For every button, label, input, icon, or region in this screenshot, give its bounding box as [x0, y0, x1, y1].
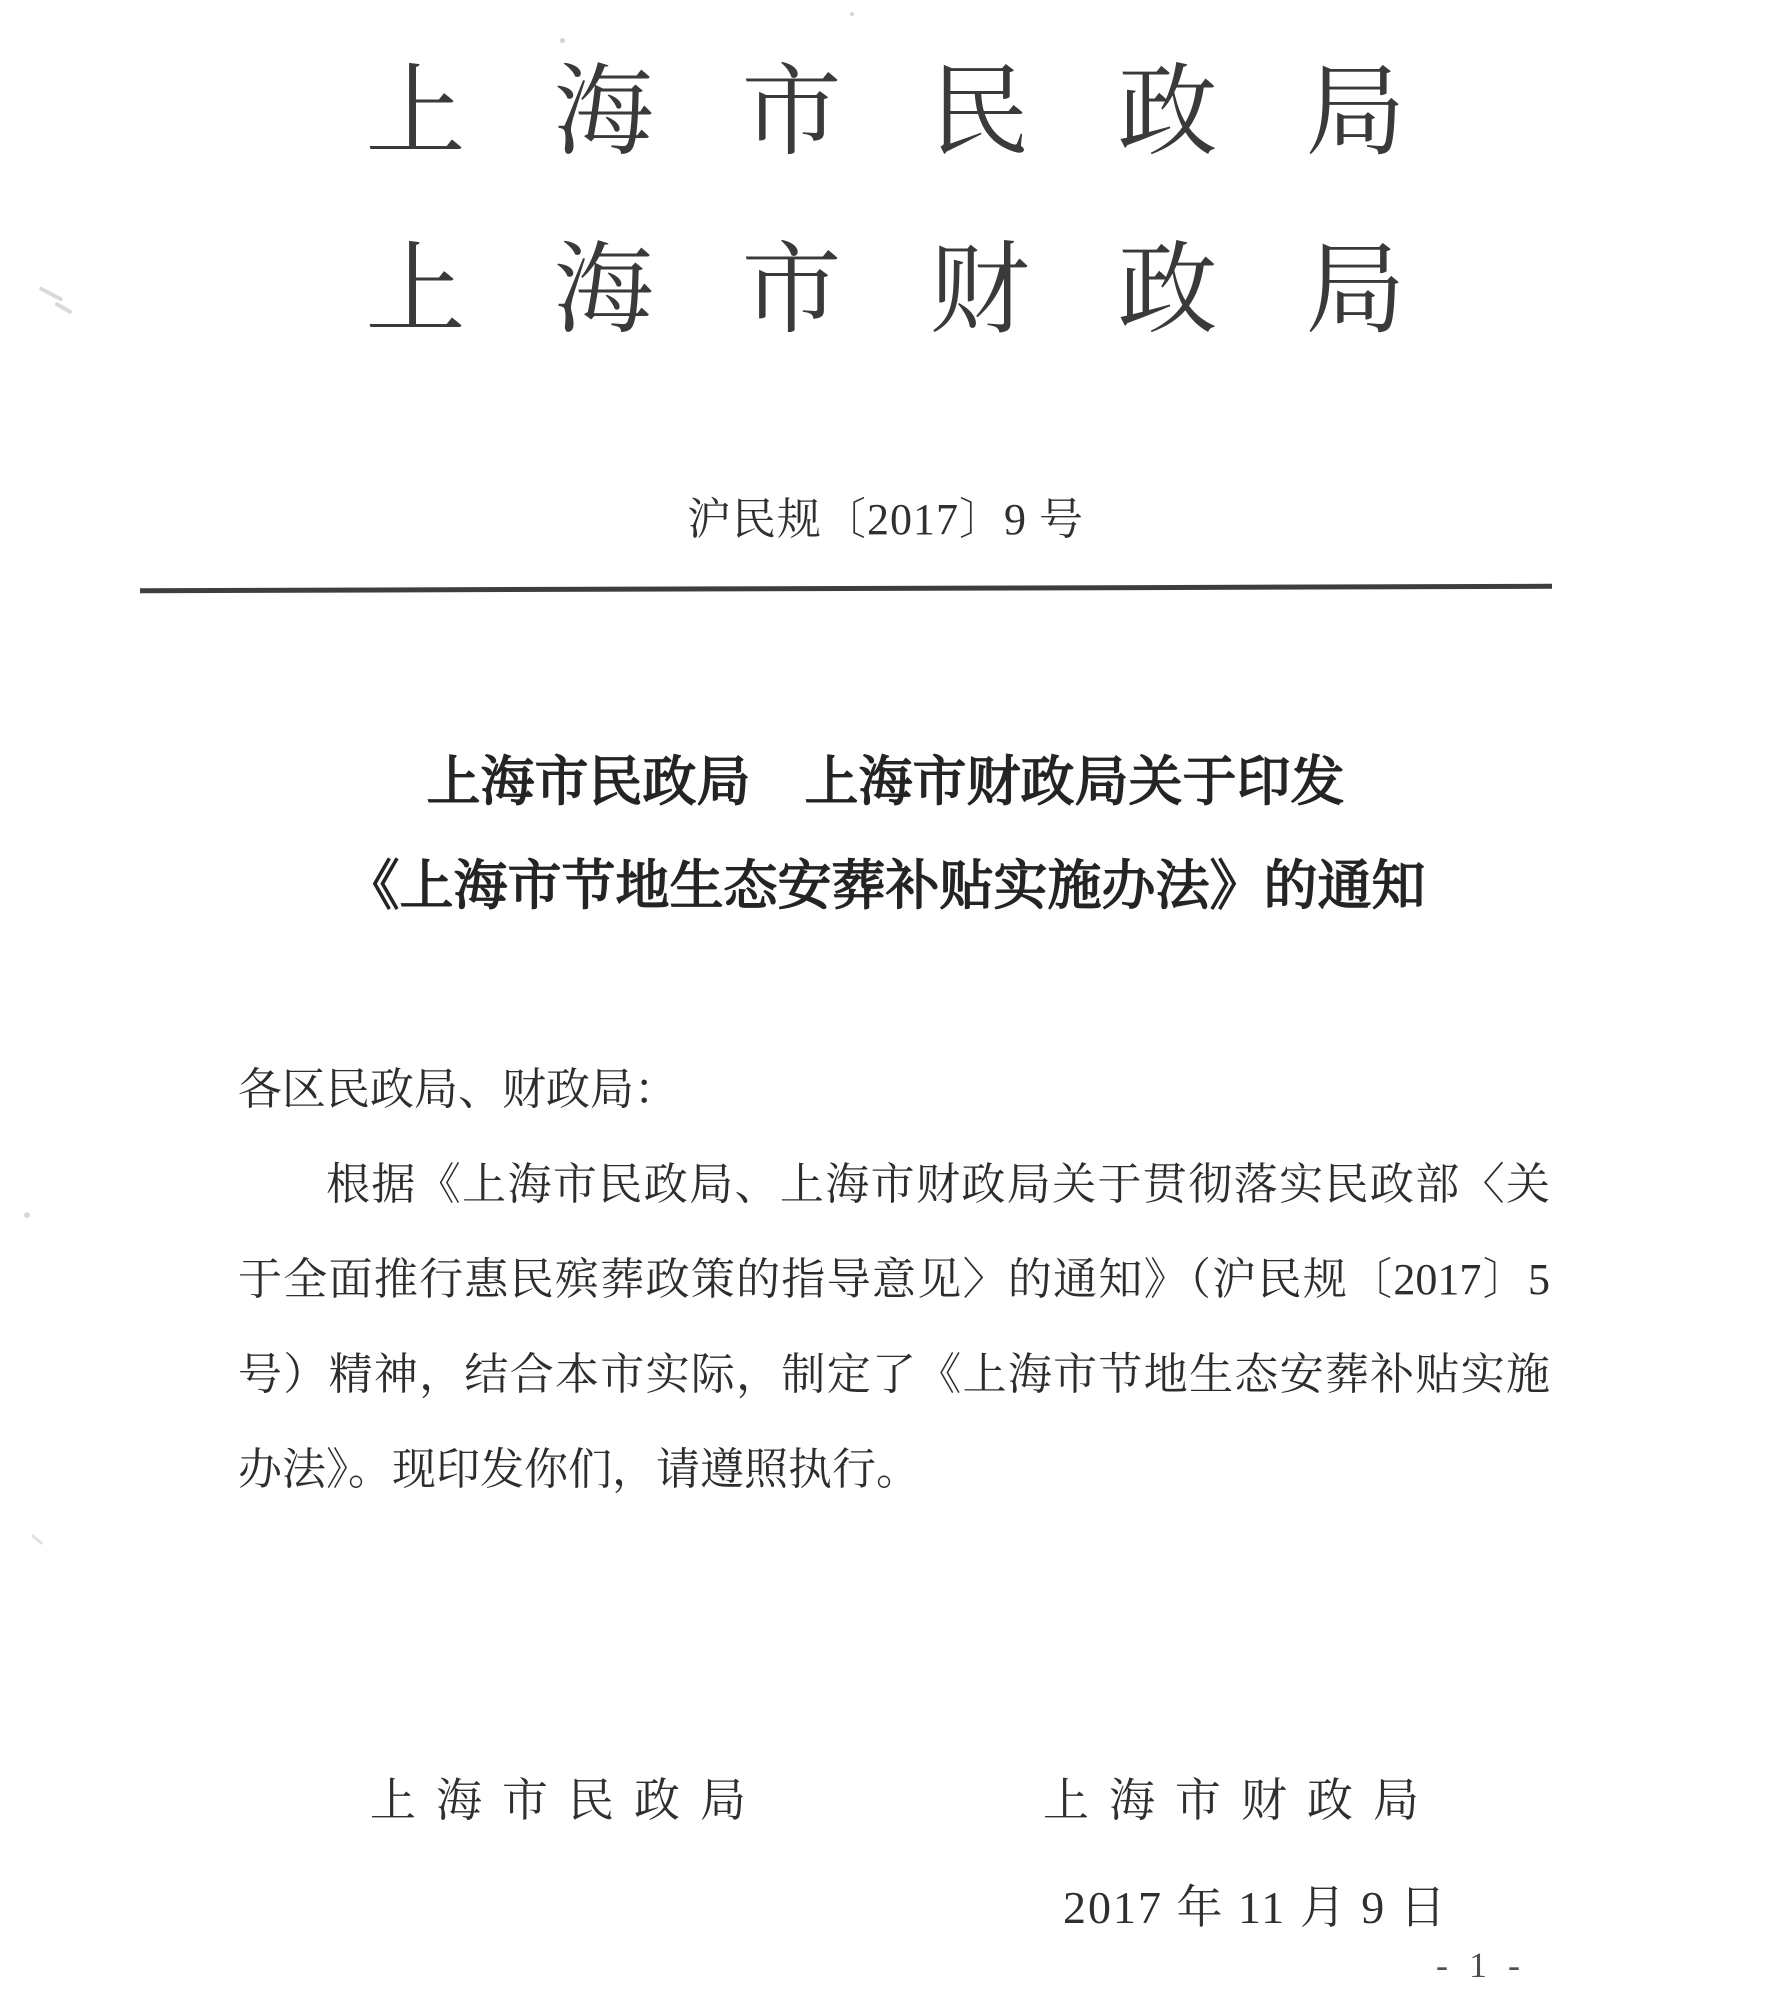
header-divider-rule: [140, 584, 1552, 593]
scan-artifact: [31, 1534, 44, 1545]
document-number: 沪民规〔2017〕9 号: [687, 495, 1084, 544]
scan-artifact: [850, 12, 854, 16]
body-line-1: 根据《上海市民政局、上海市财政局关于贯彻落实民政部〈关: [326, 1160, 1550, 1209]
document-body: [238, 1042, 1550, 1517]
title-line-2: 《上海市节地生态安葬补贴实施办法》的通知: [345, 856, 1426, 916]
issuer-org-line-1: [0, 58, 1771, 168]
body-line-2: 于全面推行惠民殡葬政策的指导意见〉的通知》（沪民规〔2017〕5: [238, 1255, 1550, 1304]
scan-artifact: [24, 1212, 30, 1218]
page-number: - 1 -: [1436, 1945, 1526, 1985]
signature-date: 2017 年 11 月 9 日: [1063, 1882, 1448, 1933]
salutation: 各区民政局、财政局：: [238, 1065, 678, 1114]
signature-org-right: 上海市财政局: [1043, 1775, 1439, 1826]
issuer-org-2-text: 上海市财政局: [365, 235, 1494, 346]
issuer-org-line-2: [0, 236, 1771, 346]
body-line-3: 号）精神，结合本市实际，制定了《上海市节地生态安葬补贴实施: [238, 1350, 1550, 1399]
signature-org-left: 上海市民政局: [370, 1775, 766, 1826]
issuer-org-1-text: 上海市民政局: [365, 57, 1494, 168]
scan-artifact: [560, 38, 565, 43]
title-line-1: 上海市民政局 上海市财政局关于印发: [426, 752, 1345, 812]
body-line-4: 办法》。现印发你们，请遵照执行。: [238, 1445, 920, 1494]
